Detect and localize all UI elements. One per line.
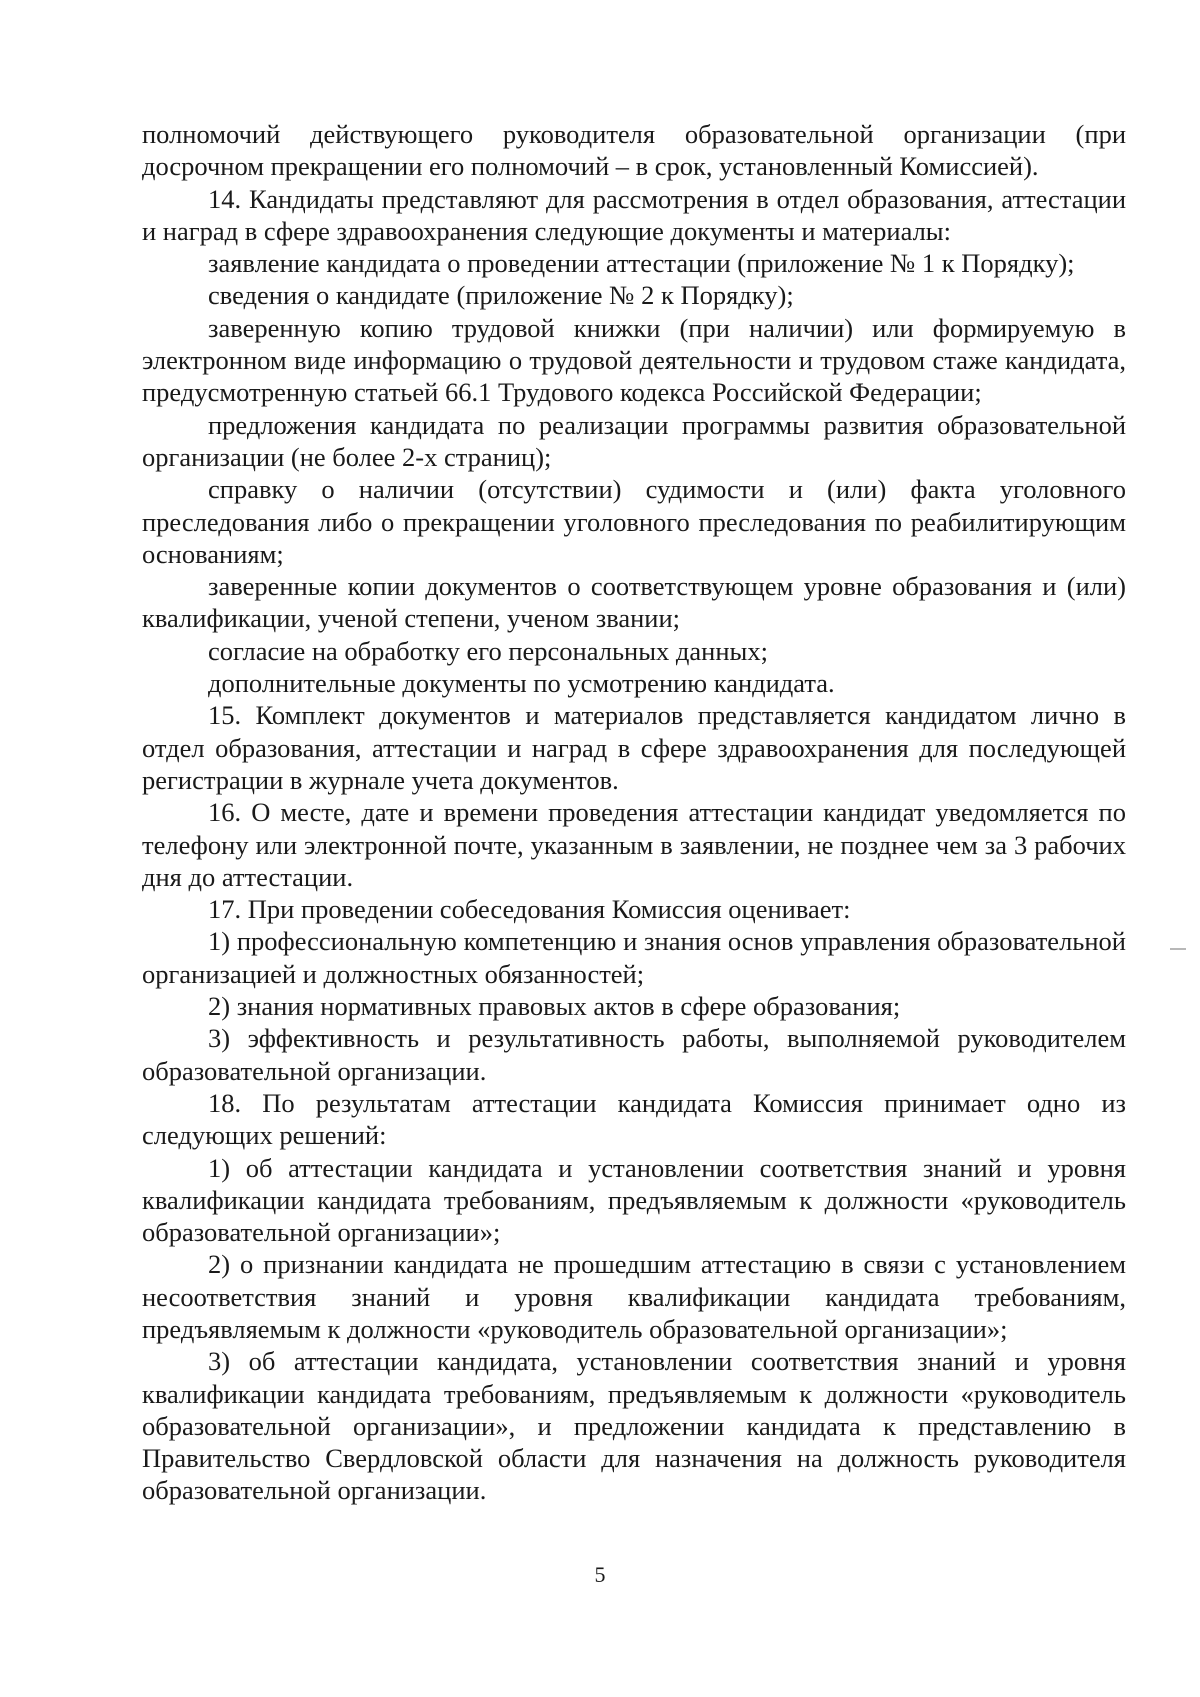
paragraph-18: 18. По результатам аттестации кандидата Комиссия принимает одно из следующих решений: bbox=[142, 1087, 1126, 1151]
paragraph-14: 14. Кандидаты представляют для рассмотрения в отдел образования, аттестации и наград в сфере здравоохранения следующие документы и материалы: bbox=[142, 183, 1126, 246]
list-item: 3) об аттестации кандидата, установлении соответствия знаний и уровня квалификации кандидата требованиям, предъявляемым к должности «руководитель образовательной организации», и предложении кандидата к представлению в Правительство Свердловской области для назначения на должность руководителя образовательной организации. bbox=[142, 1346, 1126, 1506]
document-body bbox=[142, 118, 1126, 1507]
list-item: заявление кандидата о проведении аттестации (приложение № 1 к Порядку); bbox=[208, 248, 1075, 279]
page-number: 5 bbox=[594, 1562, 606, 1587]
scan-speck bbox=[1170, 948, 1186, 950]
list-item: предложения кандидата по реализации программы развития образовательной организации (не более 2-х страниц); bbox=[142, 409, 1126, 472]
list-item: 2) знания нормативных правовых актов в сфере образования; bbox=[208, 991, 901, 1022]
list-item: 3) эффективность и результативность работы, выполняемой руководителем образовательной организации. bbox=[142, 1023, 1126, 1086]
list-item: заверенную копию трудовой книжки (при наличии) или формируемую в электронном виде информацию о трудовой деятельности и трудовом стаже кандидата, предусмотренную статьей 66.1 Трудового кодекса Российской Федерации; bbox=[142, 312, 1126, 408]
list-item: дополнительные документы по усмотрению кандидата. bbox=[208, 668, 835, 699]
paragraph-15: 15. Комплект документов и материалов представляется кандидатом лично в отдел образования, аттестации и наград в сфере здравоохранения для последующей регистрации в журнале учета документов. bbox=[142, 700, 1126, 795]
list-item: 1) профессиональную компетенцию и знания основ управления образовательной организацией и должностных обязанностей; bbox=[142, 926, 1126, 989]
list-item: сведения о кандидате (приложение № 2 к Порядку); bbox=[208, 280, 794, 311]
paragraph-16: 16. О месте, дате и времени проведения аттестации кандидат уведомляется по телефону или электронной почте, указанным в заявлении, не позднее чем за 3 рабочих дня до аттестации. bbox=[142, 797, 1126, 892]
list-item: 1) об аттестации кандидата и установлении соответствия знаний и уровня квалификации кандидата требованиям, предъявляемым к должности «руководитель образовательной организации»; bbox=[142, 1152, 1126, 1248]
paragraph-17: 17. При проведении собеседования Комиссия оценивает: bbox=[208, 894, 851, 925]
paragraph-continuation: полномочий действующего руководителя образовательной организации (при досрочном прекращении его полномочий – в срок, установленный Комиссией). bbox=[142, 119, 1126, 182]
list-item: заверенные копии документов о соответствующем уровне образования и (или) квалификации, ученой степени, ученом звании; bbox=[142, 571, 1126, 634]
list-item: справку о наличии (отсутствии) судимости и (или) факта уголовного преследования либо о прекращении уголовного преследования по реабилитирующим основаниям; bbox=[142, 474, 1126, 569]
list-item: 2) о признании кандидата не прошедшим аттестацию в связи с установлением несоответствия знаний и уровня квалификации кандидата требованиям, предъявляемым к должности «руководитель образовательной организации»; bbox=[142, 1249, 1126, 1344]
list-item: согласие на обработку его персональных данных; bbox=[208, 635, 768, 666]
